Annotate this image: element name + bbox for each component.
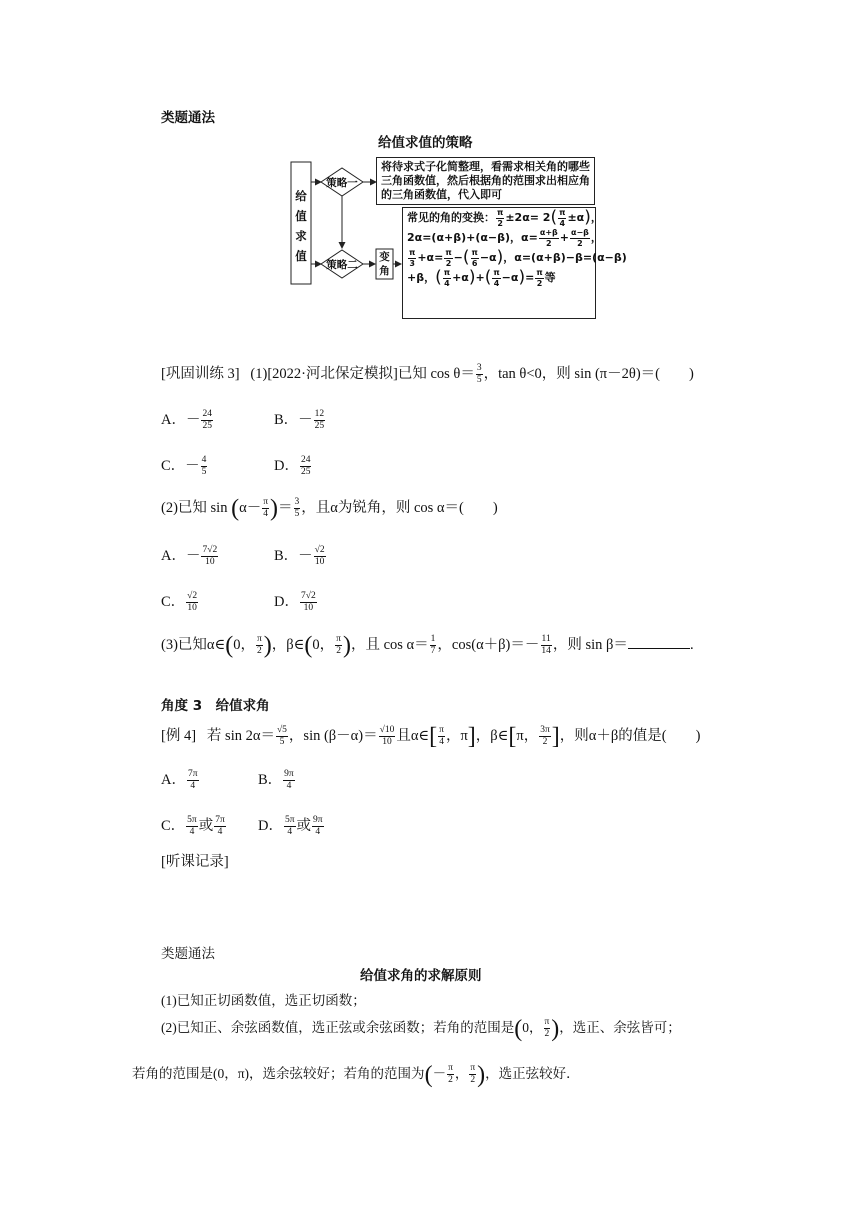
ex4-option-d[interactable]: D． $\frac{5\pi}{4}$ 或 $\frac{9\pi}{4}$ <box>258 814 323 838</box>
section-heading: 类题通法 <box>161 110 215 126</box>
example-4-question: [例 4] 若 sin 2α＝ $\frac{√5}{5}$ ，sin (β－α)＝ $\frac{√10}{10}$ 且α∈[ $\frac{\pi}{4}$ ，π]，β∈[π， $\frac{3\pi}{2}$ ]，则α＋β的值是( ) <box>161 723 701 750</box>
lecture-notes-label: [听课记录] <box>161 854 229 870</box>
ex4-option-a[interactable]: A． $\frac{7\pi}{4}$ <box>161 768 198 792</box>
q2-option-b[interactable]: B．－ $\frac{√2}{10}$ <box>274 544 325 568</box>
principle-3: 若角的范围是(0，π)，选余弦较好；若角的范围为(－ $\frac{\pi}{2}$ ， $\frac{\pi}{2}$ )，选正弦较好． <box>132 1061 580 1088</box>
q2-option-a[interactable]: A．－ $\frac{7√2}{10}$ <box>161 544 218 568</box>
exercise-3-q3: (3)已知α∈(0， $\frac{\pi}{2}$ )，β∈(0， $\frac{\pi}{2}$ )，且 cos α＝ $\frac{1}{7}$ ，cos(α＋β)＝－ $\frac{11}{14}$ ，则 sin β＝ . <box>161 632 694 659</box>
ex4-option-c[interactable]: C． $\frac{5\pi}{4}$ 或 $\frac{7\pi}{4}$ <box>161 814 225 838</box>
strategy-one-label: 策略一 <box>326 177 358 189</box>
strategy-one-box: 将待求式子化简整理，看需求相关角的哪些三角函数值，然后根据角的范围求出相应角的三角函数值，代入即可 <box>376 157 595 205</box>
q1-option-c[interactable]: C．－ $\frac{4}{5}$ <box>161 454 207 478</box>
diagram-title: 给值求值的策略 <box>378 135 473 151</box>
angle-3-heading: 角度 3 给值求角 <box>161 698 270 714</box>
q2-option-c[interactable]: C． $\frac{√2}{10}$ <box>161 590 198 614</box>
transform-angle-label: 变 角 <box>379 251 390 277</box>
q1-option-b[interactable]: B．－ $\frac{12}{25}$ <box>274 408 325 432</box>
q1-option-a[interactable]: A．－ $\frac{24}{25}$ <box>161 408 212 432</box>
strategy-two-label: 策略二 <box>326 259 358 271</box>
principle-2: (2)已知正、余弦函数值，选正弦或余弦函数；若角的范围是(0， $\frac{\pi}{2}$ )，选正、余弦皆可； <box>161 1015 681 1042</box>
ex4-option-b[interactable]: B． $\frac{9\pi}{4}$ <box>258 768 294 792</box>
left-label: 给 值 求 值 <box>295 189 307 263</box>
section-heading-2: 类题通法 <box>161 946 215 961</box>
q2-option-d[interactable]: D． $\frac{7√2}{10}$ <box>274 590 316 614</box>
exercise-3-q2: (2)已知 sin (α－ $\frac{\pi}{4}$ )＝ $\frac{3}{5}$ ，且α为锐角，则 cos α＝( ) <box>161 495 498 522</box>
principles-title: 给值求角的求解原则 <box>360 968 482 984</box>
answer-blank[interactable] <box>628 636 690 649</box>
q1-option-d[interactable]: D． $\frac{24}{25}$ <box>274 454 311 478</box>
strategy-two-box: 常见的角的变换： $\frac{\pi}{2}$ ±2α= 2( $\frac{\pi}{4}$ ±α)， 2α=(α+β)+(α−β)，α= $\frac{\alpha+\beta}{2}$ + $\frac{\alpha-\beta}{2}$ ， $\frac{\pi}{3}$ +α= $\frac{\pi}{2}$ −( $\frac{\pi}{6}$ −α)，α=(α+β)−β=(α−β) +β，( $\frac{\pi}{4}$ +α)+( $\frac{\pi}{4}$ −α)= $\frac{\pi}{2}$ 等 <box>402 207 596 319</box>
principle-1: (1)已知正切函数值，选正切函数； <box>161 993 366 1008</box>
exercise-3-q1: [巩固训练 3] (1)[2022·河北保定模拟]已知 cos θ＝ $\frac{3}{5}$ ，tan θ<0，则 sin (π－2θ)＝( ) <box>161 362 694 386</box>
